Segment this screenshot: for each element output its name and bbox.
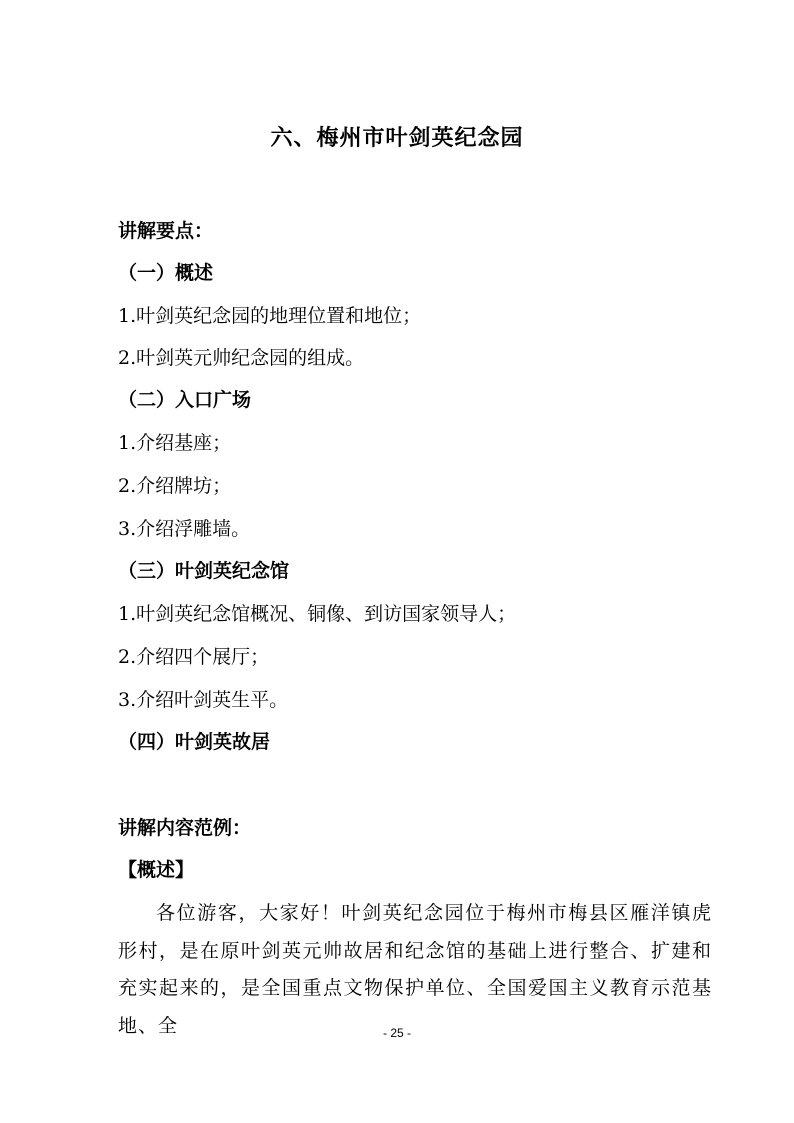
page-number: - 25 - <box>382 1026 411 1040</box>
overview-heading: （一）概述 <box>118 262 214 284</box>
example-subheading: 【概述】 <box>118 859 195 881</box>
memorial-hall-heading: （三）叶剑英纪念馆 <box>118 560 290 582</box>
memorial-hall-item-1: 1.叶剑英纪念馆概况、铜像、到访国家领导人； <box>118 603 517 625</box>
section-points-heading: 讲解要点： <box>118 220 214 242</box>
section-example-heading: 讲解内容范例： <box>118 817 252 839</box>
entrance-plaza-heading: （二）入口广场 <box>118 389 252 411</box>
entrance-plaza-item-1: 1.介绍基座； <box>118 432 232 454</box>
entrance-plaza-item-2: 2.介绍牌坊； <box>118 475 232 497</box>
overview-item-1: 1.叶剑英纪念园的地理位置和地位； <box>118 305 422 327</box>
memorial-hall-item-2: 2.介绍四个展厅； <box>118 646 270 668</box>
document-title: 六、梅州市叶剑英纪念园 <box>270 126 524 151</box>
memorial-hall-item-3: 3.介绍叶剑英生平。 <box>118 689 289 711</box>
former-residence-heading: （四）叶剑英故居 <box>118 731 271 753</box>
overview-item-2: 2.叶剑英元帅纪念园的组成。 <box>118 347 365 369</box>
entrance-plaza-item-3: 3.介绍浮雕墙。 <box>118 518 251 540</box>
example-paragraph: 各位游客，大家好！叶剑英纪念园位于梅州市梅县区雁洋镇虎形村，是在原叶剑英元帅故居和纪念馆的基础上进行整合、扩建和充实起来的，是全国重点文物保护单位、全国爱国主义教育示范基地、全 <box>118 902 712 1037</box>
